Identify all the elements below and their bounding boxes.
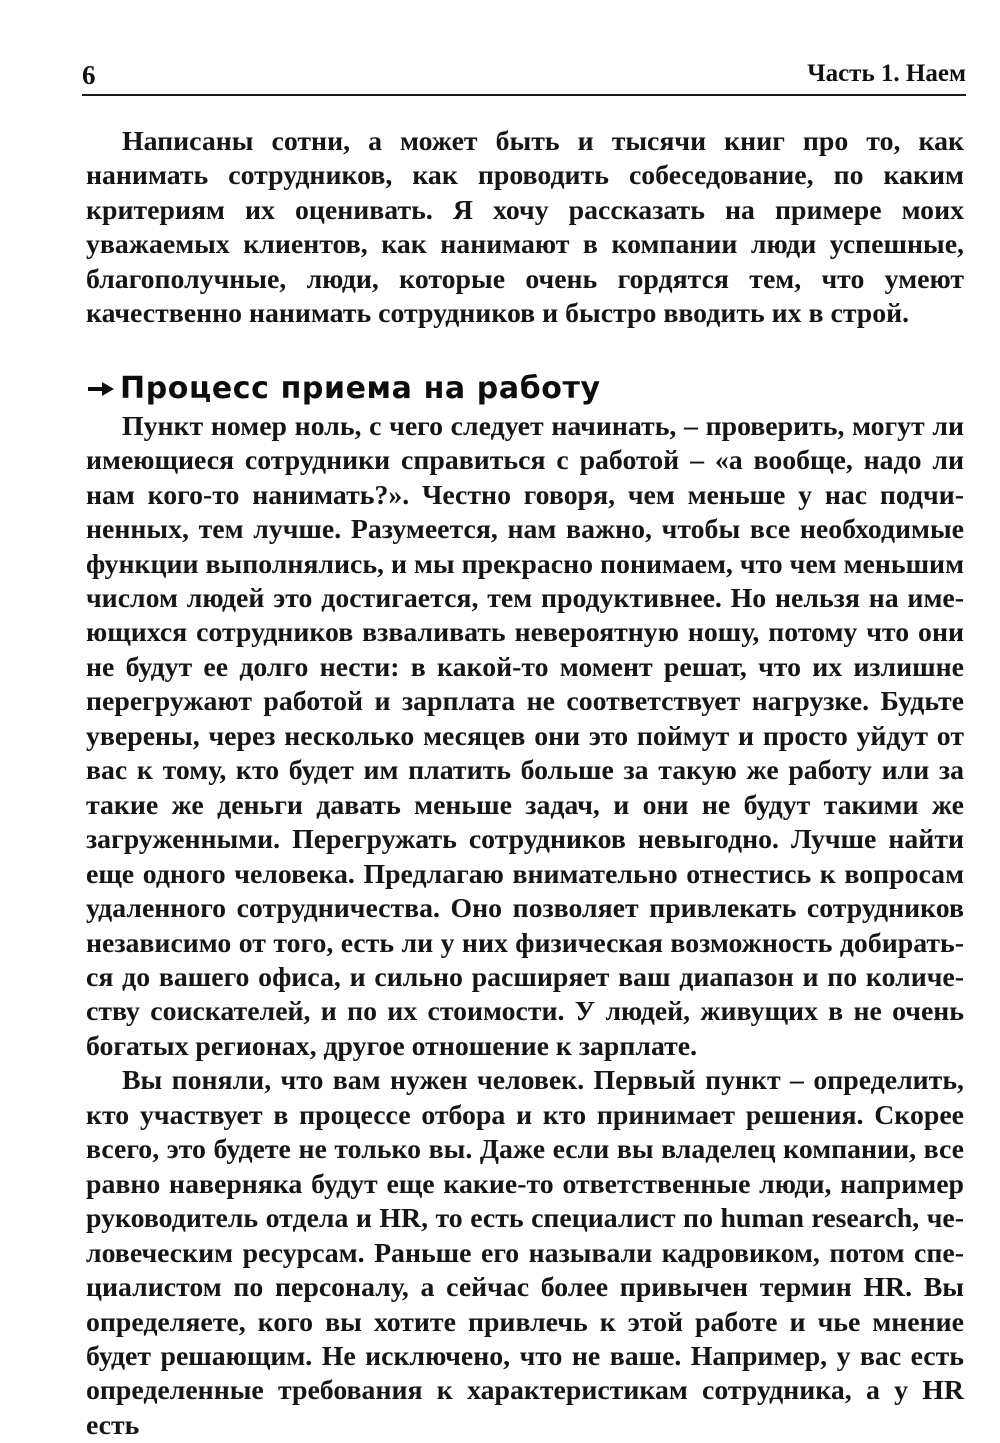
section-paragraph: Вы поняли, что вам нужен человек. Первый пункт – определить, кто участвует в процессе отбора и кто принимает решения. Скорее всего, это будете не только вы. Даже если вы владелец компании, все равно наверняка будут еще какие-то ответственные люди, например руководитель отдела и HR, то есть специалист по human research, человеческим ресурсам. Раньше его называли кадровиком, потом специалистом по персоналу, а сейчас более привычен термин HR. Вы определяете, кого вы хотите привлечь к этой работе и чье мнение будет решающим. Не исключено, что не ваше. Например, у вас есть определенные требования к характеристикам сотрудника, а у HR есть [86,1065,964,1441]
page-header [82,58,966,96]
section-paragraph: Пункт номер ноль, с чего следует начинать, – проверить, могут ли имеющиеся сотрудники справиться с работой – «а вообще, надо ли нам кого-то нанимать?». Честно говоря, чем меньше у нас подчиненных, тем лучше. Разумеется, нам важно, чтобы все необходимые функции выполнялись, и мы прекрасно понимаем, что чем меньшим числом людей это достигается, тем продуктивнее. Но нельзя на имеющихся сотрудников взваливать невероятную ношу, потому что они не будут ее долго нести: в какой-то момент решат, что их излишне перегружают работой и зарплата не соответствует нагрузке. Будьте уверены, через несколько месяцев они это поймут и просто уйдут от вас к тому, кто будет им платить больше за такую же работу или за такие же деньги давать меньше задач, и они не будут такими же загруженными. Перегружать сотрудников невыгодно. Лучше найти еще одного человека. Предлагаю внимательно отнестись к вопросам удаленного сотрудничества. Оно позволяет привлекать сотрудников независимо от того, есть ли у них физическая возможность добираться до вашего офиса, и сильно расширяет ваш диапазон и по количеству соискателей, и по их стоимости. У людей, живущих в не очень богатых регионах, другое отношение к зарплате. [86,410,964,1062]
running-head: Часть 1. Наем [807,60,966,87]
intro-paragraph: Написаны сотни, а может быть и тысячи книг про то, как нанимать сотрудников, как проводить собеседование, по каким критериям их оценивать. Я хочу рассказать на примере моих уважаемых клиентов, как нанимают в компании люди успешные, благополучные, люди, которые очень гордятся тем, что умеют качественно нанимать сотрудников и быстро вводить их в строй. [86,126,964,330]
page-body [86,125,964,1443]
arrow-right-icon [86,379,116,399]
page-number: 6 [82,60,96,90]
section-heading [86,370,964,408]
section-title: Процесс приема на работу [120,370,601,406]
